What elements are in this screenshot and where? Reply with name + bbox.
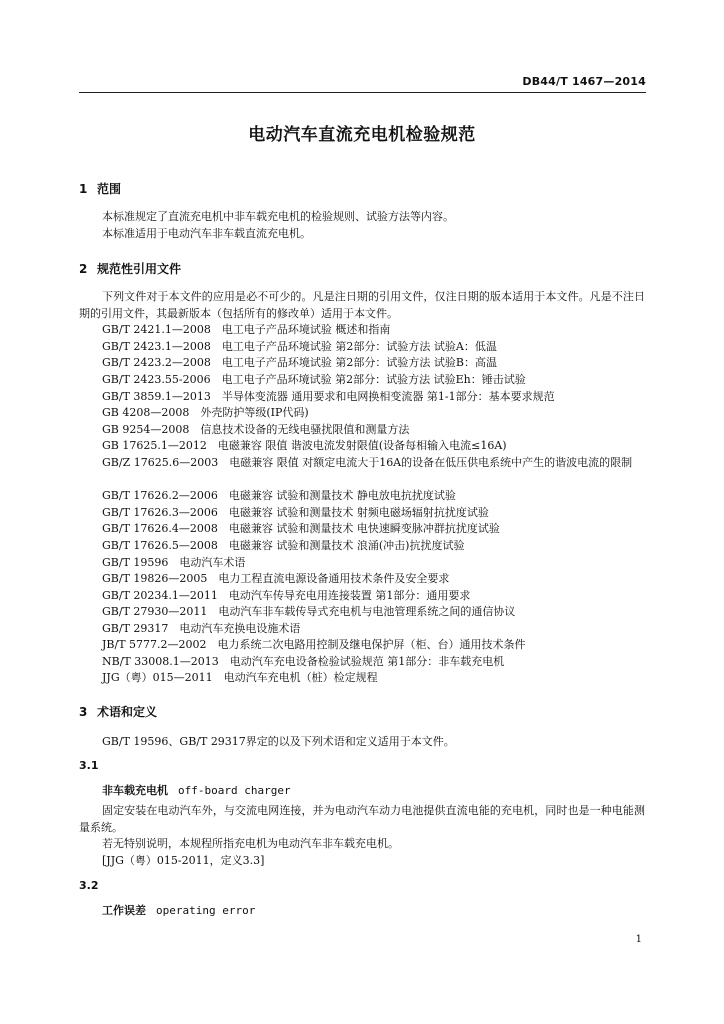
- reference-item: NB/T 33008.1—2013 电动汽车充电设备检验试验规范 第1部分：非车载充电机: [102, 655, 505, 668]
- section-number: 3: [79, 705, 88, 719]
- term-name: [102, 782, 291, 798]
- terms-intro: GB/T 19596、GB/T 29317界定的以及下列术语和定义适用于本文件。: [102, 735, 455, 748]
- reference-item: GB/T 27930—2011 电动汽车非车载传导式充电机与电池管理系统之间的通信协议: [102, 605, 516, 618]
- reference-item: GB/T 2423.2—2008 电工电子产品环境试验 第2部分：试验方法 试验B：高温: [102, 356, 497, 369]
- header-rule: [79, 92, 646, 93]
- section-number: 1: [79, 182, 88, 196]
- reference-item: GB/T 19596 电动汽车术语: [102, 556, 246, 569]
- standard-code: DB44/T 1467—2014: [522, 75, 646, 88]
- term-name-zh: 非车载充电机: [102, 784, 168, 797]
- reference-item: GB/T 3859.1—2013 半导体变流器 通用要求和电网换相变流器 第1-1部分：基本要求规范: [102, 390, 555, 403]
- reference-item: GB 9254—2008 信息技术设备的无线电骚扰限值和测量方法: [102, 423, 410, 436]
- reference-item: GB/T 19826—2005 电力工程直流电源设备通用技术条件及安全要求: [102, 572, 450, 585]
- term-number: 3.1: [79, 759, 99, 772]
- reference-item: JB/T 5777.2—2002 电力系统二次电路用控制及继电保护屏（柜、台）通用技术条件: [102, 638, 526, 651]
- document-title: 电动汽车直流充电机检验规范: [248, 125, 476, 145]
- section-2-heading: [79, 260, 181, 277]
- term-source: [JJG（粤）015-2011，定义3.3]: [102, 854, 265, 867]
- reference-item: GB/Z 17625.6—2003 电磁兼容 限值 对额定电流大于16A的设备在低压供电系统中产生的谐波电流的限制: [102, 456, 633, 469]
- reference-item: GB/T 17626.2—2006 电磁兼容 试验和测量技术 静电放电抗扰度试验: [102, 489, 456, 502]
- scope-paragraph-1: 本标准规定了直流充电机中非车载充电机的检验规则、试验方法等内容。: [102, 210, 454, 223]
- section-title: 范围: [97, 182, 122, 196]
- term-name-en: off-board charger: [178, 784, 291, 797]
- page-number: 1: [635, 934, 642, 945]
- reference-item: GB/T 2423.55-2006 电工电子产品环境试验 第2部分：试验方法 试验Eh：锤击试验: [102, 373, 526, 386]
- reference-item: GB/T 17626.3—2006 电磁兼容 试验和测量技术 射频电磁场辐射抗扰度试验: [102, 506, 489, 519]
- term-name-zh: 工作误差: [102, 904, 146, 917]
- reference-item: GB 4208—2008 外壳防护等级(IP代码): [102, 406, 309, 419]
- section-title: 术语和定义: [97, 705, 158, 719]
- section-title: 规范性引用文件: [97, 262, 182, 276]
- reference-item: GB/T 2421.1—2008 电工电子产品环境试验 概述和指南: [102, 323, 391, 336]
- section-3-heading: [79, 703, 157, 720]
- reference-item: GB/T 17626.4—2008 电磁兼容 试验和测量技术 电快速瞬变脉冲群抗扰度试验: [102, 522, 500, 535]
- references-intro: 下列文件对于本文件的应用是必不可少的。凡是注日期的引用文件，仅注日期的版本适用于本文件。凡是不注日期的引用文件，其最新版本（包括所有的修改单）适用于本文件。: [79, 290, 645, 320]
- reference-item: GB/T 20234.1—2011 电动汽车传导充电用连接装置 第1部分：通用要求: [102, 589, 471, 602]
- section-1-heading: [79, 180, 121, 197]
- section-number: 2: [79, 262, 88, 276]
- reference-item: GB/T 17626.5—2008 电磁兼容 试验和测量技术 浪涌(冲击)抗扰度试验: [102, 539, 465, 552]
- reference-item: GB 17625.1—2012 电磁兼容 限值 谐波电流发射限值(设备每相输入电流≤16A): [102, 439, 507, 452]
- term-definition: 固定安装在电动汽车外，与交流电网连接，并为电动汽车动力电池提供直流电能的充电机，同时也是一种电能测量系统。: [79, 804, 645, 834]
- term-note: 若无特别说明，本规程所指充电机为电动汽车非车载充电机。: [102, 837, 399, 850]
- reference-item: GB/T 2423.1—2008 电工电子产品环境试验 第2部分：试验方法 试验A：低温: [102, 340, 497, 353]
- term-name-en: operating error: [156, 904, 256, 917]
- reference-item: GB/T 29317 电动汽车充换电设施术语: [102, 622, 301, 635]
- reference-item: JJG（粤）015—2011 电动汽车充电机（桩）检定规程: [102, 671, 378, 684]
- scope-paragraph-2: 本标准适用于电动汽车非车载直流充电机。: [102, 227, 311, 240]
- term-number: 3.2: [79, 879, 99, 892]
- term-name: [102, 902, 255, 918]
